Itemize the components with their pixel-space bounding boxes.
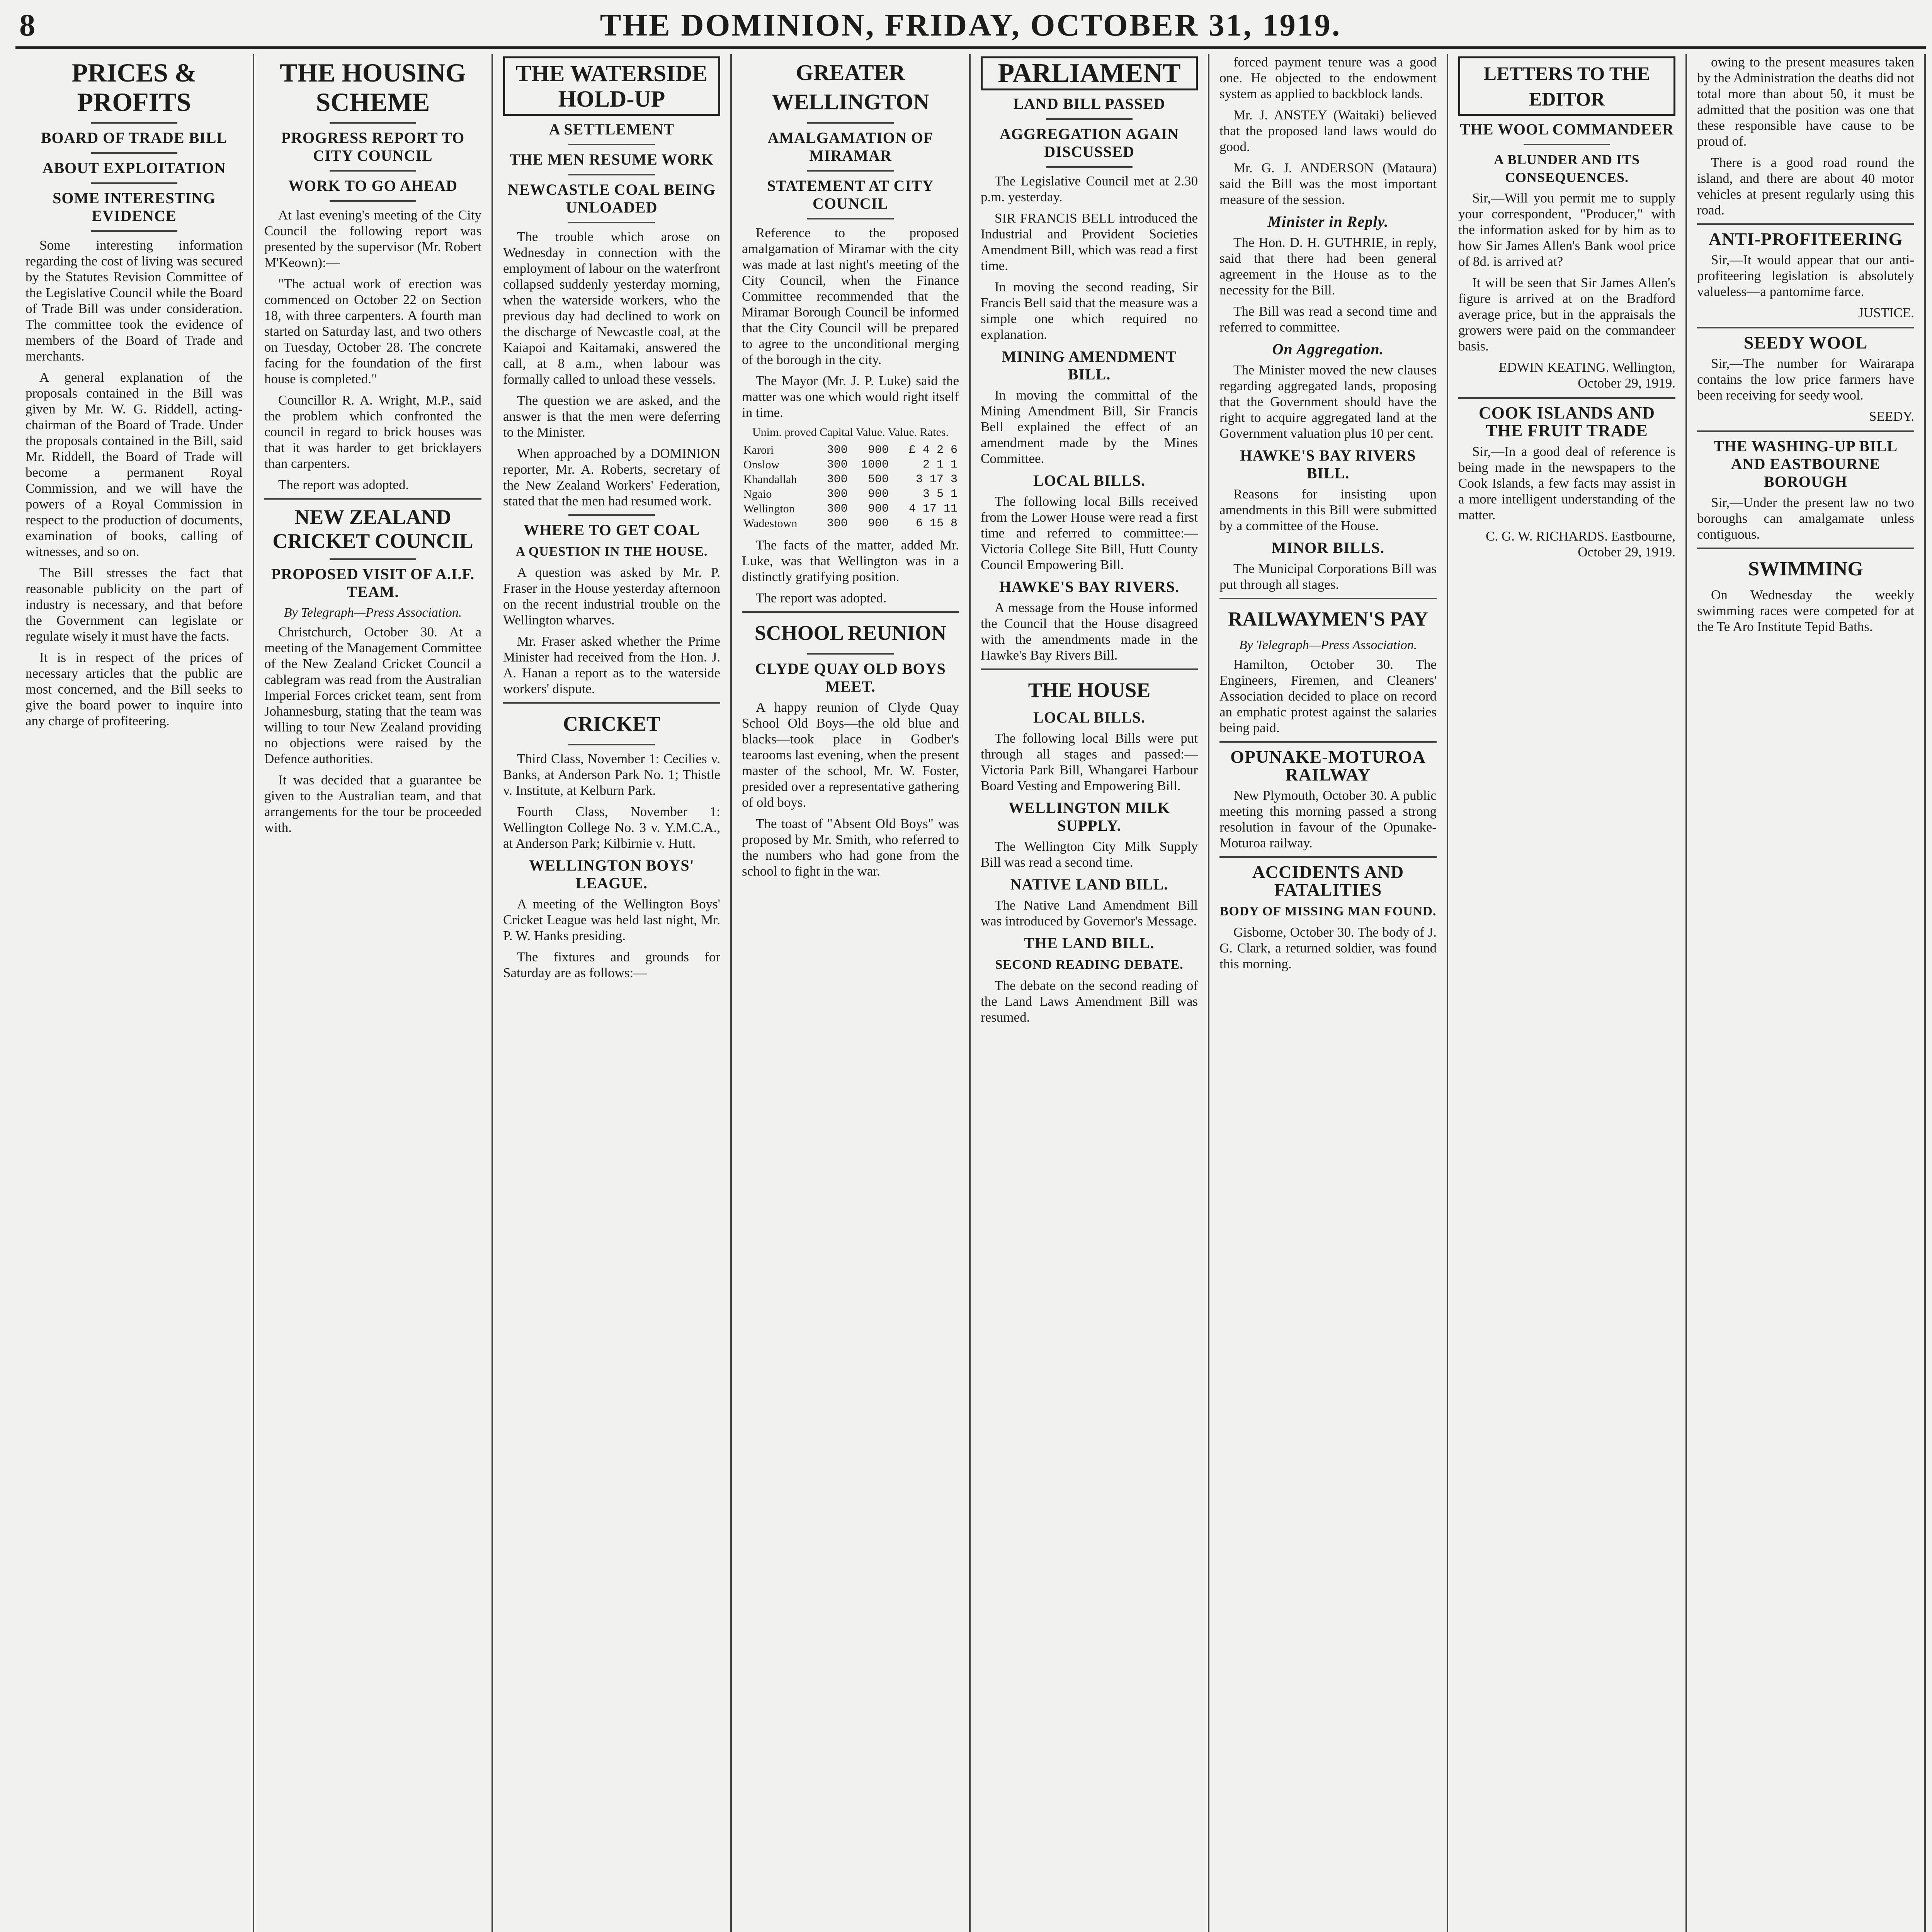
subhead-house-local-bills: LOCAL BILLS. bbox=[1033, 709, 1145, 726]
article-paragraph: The Bill was read a second time and referred to committee. bbox=[1219, 304, 1437, 335]
article-paragraph: The trouble which arose on Wednesday in connection with the employment of labour on the waterfront collapsed suddenly yesterday morning, when the waterside workers, who the previous day had declined to work on the discharge of Newcastle coal, at the Kaiapoi and Kaitamaki, answered the call, at 8 a.m., when labour was formally called to unload these vessels. bbox=[503, 229, 720, 387]
article-paragraph: The report was adopted. bbox=[756, 590, 887, 605]
subhead-land-bill: LAND BILL PASSED bbox=[1013, 95, 1165, 112]
article-paragraph: Gisborne, October 30. The body of J. G. Clark, a returned soldier, was found this morning. bbox=[1219, 925, 1437, 971]
letter-paragraph: Sir,—Under the present law no two boroughs can amalgamate unless contiguous. bbox=[1697, 495, 1914, 542]
article-paragraph: On Wednesday the weekly swimming races were competed for at the Te Aro Institute Tepid Baths. bbox=[1697, 587, 1914, 634]
headline-swimming: SWIMMING bbox=[1748, 558, 1863, 580]
article-paragraph: Reasons for insisting upon amendments in this Bill were submitted by a committee of the House. bbox=[1219, 486, 1437, 533]
headline-accidents: ACCIDENTS AND FATALITIES bbox=[1252, 862, 1404, 900]
subhead-men-resume: THE MEN RESUME WORK bbox=[509, 151, 714, 168]
article-paragraph: A general explanation of the proposals contained in the Bill was given by Mr. W. G. Riddell, acting-chairman of the Board of Trade. Under the proposals contained in the Bill, said Mr. Riddell, the Board of Trade will become a permanent Royal Commission, and we will have the powers of a Royal Commission in respect to the production of documents, examination of books, calling of witnesses, and so on. bbox=[26, 370, 243, 559]
byline: By Telegraph—Press Association. bbox=[1239, 638, 1417, 652]
paper-title: THE DOMINION, FRIDAY, OCTOBER 31, 1919. bbox=[15, 8, 1926, 43]
headline-cricket: CRICKET bbox=[563, 712, 661, 735]
subhead-milk-supply: WELLINGTON MILK SUPPLY. bbox=[1009, 799, 1170, 834]
headline-cook-islands: COOK ISLANDS AND THE FRUIT TRADE bbox=[1478, 403, 1655, 440]
headline-housing-scheme: THE HOUSING SCHEME bbox=[280, 58, 466, 117]
headline-anti-profiteering: ANTI-PROFITEERING bbox=[1708, 229, 1903, 249]
subhead-progress-report: PROGRESS REPORT TO CITY COUNCIL bbox=[281, 129, 465, 164]
subhead-where-to-get-coal: WHERE TO GET COAL bbox=[523, 521, 700, 539]
article-paragraph: A happy reunion of Clyde Quay School Old Boys—the old blue and blacks—took place in Godber's tearooms last evening, when the present master of the school, Mr. W. Foster, presided over a representative gathering of old boys. bbox=[742, 700, 959, 810]
subhead-exploitation: ABOUT EXPLOITATION bbox=[42, 159, 226, 177]
article-paragraph: The Legislative Council met at 2.30 p.m. yesterday. bbox=[981, 173, 1198, 204]
subhead-boys-league: WELLINGTON BOYS' LEAGUE. bbox=[529, 857, 694, 892]
letter-paragraph: There is a good road round the island, and there are about 40 motor vehicles at present regularly using this road. bbox=[1697, 155, 1914, 218]
subhead-local-bills: LOCAL BILLS. bbox=[1033, 472, 1145, 489]
headline-the-house: THE HOUSE bbox=[1028, 679, 1151, 702]
subhead-missing-man: BODY OF MISSING MAN FOUND. bbox=[1219, 904, 1437, 918]
article-paragraph: Reference to the proposed amalgamation of Miramar with the city was made at last night's meeting of the City Council, when the Finance Committee recommended that the Miramar Borough Council be informed that the City Council will be prepared to agree to the unconditional merging of the borough in the city. bbox=[742, 225, 959, 367]
column-letters bbox=[1448, 54, 1687, 1932]
headline-greater-wellington: GREATER WELLINGTON bbox=[771, 60, 930, 114]
column-greater-wellington bbox=[732, 54, 971, 1932]
article-paragraph: Mr. G. J. ANDERSON (Mataura) said the Bill was the most important measure of the session. bbox=[1219, 160, 1437, 207]
headline-waterside-holdup: THE WATERSIDE HOLD-UP bbox=[503, 56, 720, 116]
subhead-minister-reply: Minister in Reply. bbox=[1267, 213, 1389, 230]
article-paragraph: forced payment tenure was a good one. He objected to the endowment system as applied to backblock lands. bbox=[1219, 54, 1437, 101]
subhead-board-of-trade: BOARD OF TRADE BILL bbox=[41, 129, 228, 146]
letter-signature: SEEDY. bbox=[1869, 409, 1914, 424]
table-row: Ngaio 300 900 3 5 1 bbox=[743, 488, 957, 501]
letter-paragraph: owing to the present measures taken by the Administration the deaths did not total more than about 50, it must be admitted that the position was one that these responsible have cause to be proud of. bbox=[1697, 54, 1914, 149]
article-paragraph: At last evening's meeting of the City Council the following report was presented by the supervisor (Mr. Robert M'Keown):— bbox=[264, 207, 481, 270]
headline-school-reunion: SCHOOL REUNION bbox=[754, 621, 947, 645]
article-paragraph: The fixtures and grounds for Saturday are as follows:— bbox=[503, 949, 720, 980]
article-paragraph: Mr. Fraser asked whether the Prime Minister had received from the Hon. J. A. Hanan a report as to the waterside workers' dispute. bbox=[503, 634, 720, 696]
article-paragraph: When approached by a DOMINION reporter, Mr. A. Roberts, secretary of the New Zealand Workers' Federation, stated that the men had resumed work. bbox=[503, 446, 720, 509]
subhead-the-land-bill: THE LAND BILL. bbox=[1024, 934, 1155, 952]
table-heading: Unim. proved Capital Value. Value. Rates. bbox=[752, 426, 949, 439]
headline-prices-profits: PRICES & PROFITS bbox=[71, 58, 197, 117]
headline-nz-cricket-council: NEW ZEALAND CRICKET COUNCIL bbox=[272, 505, 473, 553]
article-paragraph: A message from the House informed the Council that the House disagreed with the amendments made in the Hawke's Bay Rivers Bill. bbox=[981, 600, 1198, 663]
letter-paragraph: It will be seen that Sir James Allen's figure is arrived at on the Bradford average price, but in the appraisals the growers were paid on the commandeer basis. bbox=[1458, 275, 1675, 354]
table-row: Wellington 300 900 4 17 11 bbox=[743, 502, 957, 515]
letter-paragraph: Sir,—It would appear that our anti-profiteering legislation is absolutely valueless—a pantomime farce. bbox=[1697, 252, 1914, 299]
article-paragraph: The report was adopted. bbox=[278, 477, 409, 492]
article-paragraph: Some interesting information regarding the cost of living was secured by the Statutes Revision Committee of the Legislative Council while the Board of Trade Bill was under consideration. The committee took the evidence of members of the Board of Trade and merchants. bbox=[26, 238, 243, 364]
subhead-miramar: AMALGAMATION OF MIRAMAR bbox=[767, 129, 934, 164]
subhead-statement-council: STATEMENT AT CITY COUNCIL bbox=[767, 177, 934, 212]
article-paragraph: Hamilton, October 30. The Engineers, Firemen, and Cleaners' Association decided to place on record an emphatic protest against the salaries being paid. bbox=[1219, 657, 1437, 735]
article-paragraph: New Plymouth, October 30. A public meeting this morning passed a strong resolution in favour of the Opunake-Moturoa railway. bbox=[1219, 788, 1437, 850]
subhead-minor-bills: MINOR BILLS. bbox=[1271, 539, 1385, 556]
subhead-native-land: NATIVE LAND BILL. bbox=[1010, 876, 1168, 893]
subhead-question-house: A QUESTION IN THE HOUSE. bbox=[515, 544, 708, 559]
article-paragraph: A question was asked by Mr. P. Fraser in the House yesterday afternoon on the recent industrial trouble on the Wellington wharves. bbox=[503, 565, 720, 628]
subhead-wool-commandeer: THE WOOL COMMANDEER bbox=[1460, 121, 1674, 138]
article-paragraph: The toast of "Absent Old Boys" was proposed by Mr. Smith, who referred to the numbers who had gone from the school to fight in the war. bbox=[742, 816, 959, 879]
table-row: Karori 300 900 £ 4 2 6 bbox=[743, 444, 957, 457]
article-paragraph: The Minister moved the new clauses regarding aggregated lands, proposing that the Government should have the right to acquire aggregated land at the Government valuation plus 10 per cent. bbox=[1219, 362, 1437, 441]
subhead-second-reading: SECOND READING DEBATE. bbox=[995, 957, 1184, 972]
letter-paragraph: Sir,—Will you permit me to supply your correspondent, "Producer," with the information asked for by him as to how Sir James Allen's Bank wool price of 8d. is arrived at? bbox=[1458, 190, 1675, 269]
article-paragraph: The Hon. D. H. GUTHRIE, in reply, said that there had been general agreement in the House as to the necessity for the Bill. bbox=[1219, 235, 1437, 298]
article-paragraph: Fourth Class, November 1: Wellington College No. 3 v. Y.M.C.A., at Anderson Park; Kilbirnie v. Hutt. bbox=[503, 804, 720, 851]
subhead-newcastle-coal: NEWCASTLE COAL BEING UNLOADED bbox=[508, 181, 716, 216]
article-paragraph: The following local Bills received from the Lower House were read a first time and referred to committee:—Victoria College Site Bill, Hutt County Council Empowering Bill. bbox=[981, 494, 1198, 572]
column-parliament bbox=[971, 54, 1209, 1932]
headline-seedy-wool: SEEDY WOOL bbox=[1743, 333, 1868, 352]
article-paragraph: The debate on the second reading of the Land Laws Amendment Bill was resumed. bbox=[981, 978, 1198, 1025]
rates-table bbox=[742, 443, 959, 531]
article-paragraph: Third Class, November 1: Cecilies v. Banks, at Anderson Park No. 1; Thistle v. Institute, at Kelburn Park. bbox=[503, 751, 720, 798]
table-row: Khandallah 300 500 3 17 3 bbox=[743, 473, 957, 486]
table-row: Wadestown 300 900 6 15 8 bbox=[743, 517, 957, 530]
headline-parliament: PARLIAMENT bbox=[981, 56, 1198, 90]
subhead-evidence: SOME INTERESTING EVIDENCE bbox=[53, 189, 216, 224]
article-paragraph: Mr. J. ANSTEY (Waitaki) believed that the proposed land laws would do good. bbox=[1219, 107, 1437, 154]
column-prices-profits bbox=[15, 54, 254, 1932]
letter-paragraph: Sir,—The number for Wairarapa contains the low price farmers have been receiving for seedy wool. bbox=[1697, 356, 1914, 403]
headline-washing-up-bill: THE WASHING-UP BILL AND EASTBOURNE BOROUGH bbox=[1713, 437, 1898, 490]
subhead-settlement: A SETTLEMENT bbox=[549, 121, 675, 138]
columns bbox=[15, 54, 1926, 1932]
article-paragraph: Christchurch, October 30. At a meeting of the Management Committee of the New Zealand Cricket Council a cablegram was read from the Australian Imperial Forces cricket team, sent from Johannesburg, stating that the team was willing to tour New Zealand providing no objections were raised by the Defence authorities. bbox=[264, 624, 481, 766]
article-paragraph: Councillor R. A. Wright, M.P., said the problem which confronted the council in regard to brick houses was that it was harder to get bricklayers than carpenters. bbox=[264, 393, 481, 471]
column-housing-scheme bbox=[254, 54, 493, 1932]
subhead-hawkes-bay-rivers-bill: HAWKE'S BAY RIVERS BILL. bbox=[1240, 447, 1416, 482]
subhead-aif-team: PROPOSED VISIT OF A.I.F. TEAM. bbox=[271, 565, 475, 600]
article-paragraph: In moving the second reading, Sir Francis Bell said that the measure was a simple one which required no explanation. bbox=[981, 279, 1198, 342]
page-number: 8 bbox=[19, 7, 35, 43]
article-paragraph: "The actual work of erection was commenced on October 22 on Section 18, with three carpenters. A fourth man started on Saturday last, and two others on Tuesday, October 28. The concrete facing for the foundation of the first house is completed." bbox=[264, 276, 481, 386]
letter-signature: EDWIN KEATING. Wellington, October 29, 1919. bbox=[1498, 360, 1675, 391]
masthead bbox=[15, 4, 1926, 49]
subhead-aggregation: AGGREGATION AGAIN DISCUSSED bbox=[999, 125, 1179, 160]
subhead-mining: MINING AMENDMENT BILL. bbox=[1002, 348, 1177, 383]
headline-opunake-railway: OPUNAKE-MOTUROA RAILWAY bbox=[1230, 747, 1426, 784]
column-letters-continued bbox=[1687, 54, 1926, 1932]
subhead-hawkes-bay: HAWKE'S BAY RIVERS. bbox=[999, 578, 1180, 595]
column-waterside bbox=[493, 54, 732, 1932]
article-paragraph: The Mayor (Mr. J. P. Luke) said the matter was one which would right itself in time. bbox=[742, 373, 959, 420]
article-paragraph: The question we are asked, and the answer is that the men were deferring to the Minister. bbox=[503, 393, 720, 440]
letter-paragraph: Sir,—In a good deal of reference is being made in the newspapers to the Cook Islands, a few facts may assist in a more intelligent understanding of the matter. bbox=[1458, 444, 1675, 522]
article-paragraph: The Municipal Corporations Bill was put through all stages. bbox=[1219, 561, 1437, 592]
headline-letters-editor: LETTERS TO THE EDITOR bbox=[1458, 56, 1675, 116]
table-row: Onslow 300 1000 2 1 1 bbox=[743, 458, 957, 471]
article-paragraph: The facts of the matter, added Mr. Luke, was that Wellington was in a distinctly gratifying position. bbox=[742, 537, 959, 584]
article-paragraph: The Bill stresses the fact that reasonable publicity on the part of industry is necessary, and that before the Government can legislate or regulate wisely it must have the facts. bbox=[26, 565, 243, 644]
article-paragraph: It was decided that a guarantee be given to the Australian team, and that arrangements for the tour be proceeded with. bbox=[264, 772, 481, 835]
article-paragraph: SIR FRANCIS BELL introduced the Industrial and Provident Societies Amendment Bill, which was read a first time. bbox=[981, 211, 1198, 273]
column-parliament-continued bbox=[1209, 54, 1448, 1932]
article-paragraph: In moving the committal of the Mining Amendment Bill, Sir Francis Bell explained the effect of an amendment made by the Mines Committee. bbox=[981, 388, 1198, 466]
headline-railwaymens-pay: RAILWAYMEN'S PAY bbox=[1228, 608, 1428, 630]
article-paragraph: The Wellington City Milk Supply Bill was read a second time. bbox=[981, 839, 1198, 870]
article-paragraph: The Native Land Amendment Bill was introduced by Governor's Message. bbox=[981, 898, 1198, 929]
subhead-work-ahead: WORK TO GO AHEAD bbox=[288, 177, 457, 194]
letter-signature: JUSTICE. bbox=[1858, 305, 1914, 320]
article-paragraph: It is in respect of the prices of necessary articles that the public are most concerned, and the Bill seeks to give the board power to inquire into any charge of profiteering. bbox=[26, 650, 243, 728]
subhead-clyde-quay: CLYDE QUAY OLD BOYS MEET. bbox=[755, 660, 946, 695]
article-paragraph: The following local Bills were put through all stages and passed:—Victoria Park Bill, Whangarei Harbour Board Vesting and Empowering Bill. bbox=[981, 731, 1198, 793]
subhead-blunder: A BLUNDER AND ITS CONSEQUENCES. bbox=[1493, 152, 1640, 185]
subhead-on-aggregation: On Aggregation. bbox=[1272, 340, 1384, 358]
article-paragraph: A meeting of the Wellington Boys' Cricket League was held last night, Mr. P. W. Hanks presiding. bbox=[503, 896, 720, 943]
byline: By Telegraph—Press Association. bbox=[284, 605, 462, 620]
letter-signature: C. G. W. RICHARDS. Eastbourne, October 29, 1919. bbox=[1486, 529, 1675, 560]
